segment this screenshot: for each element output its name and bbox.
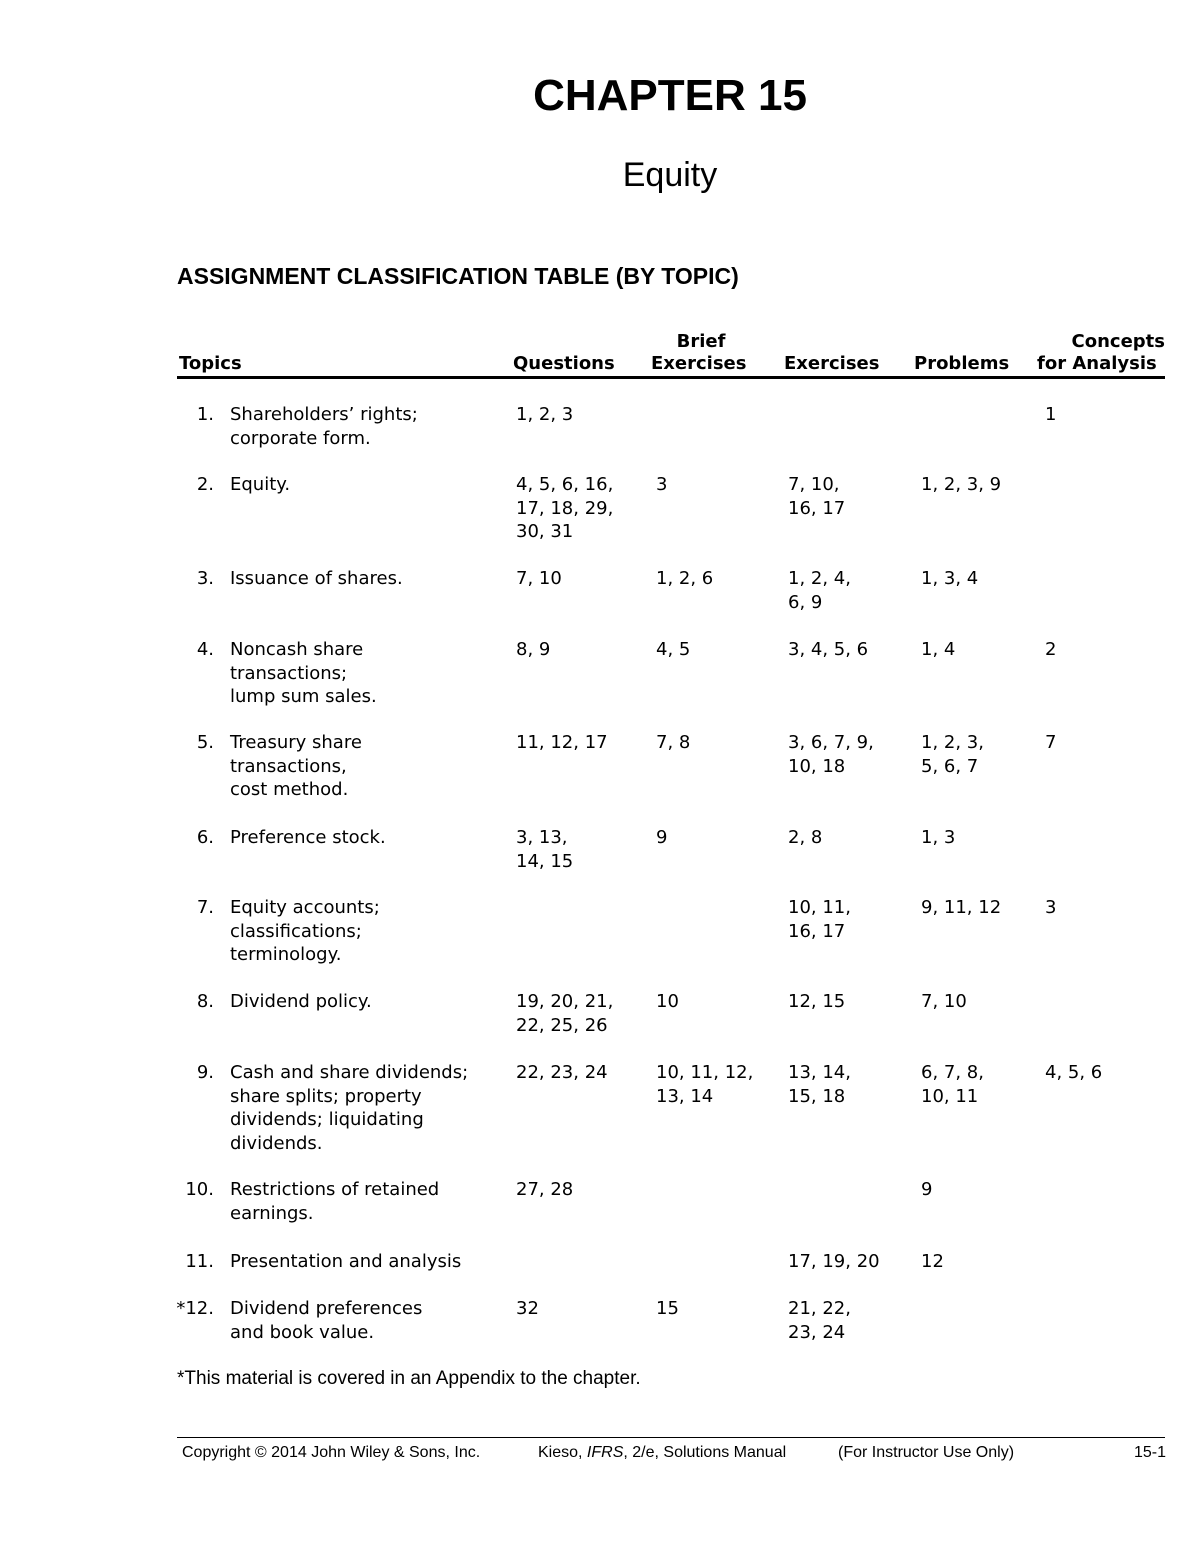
cell-topic: dividends; liquidating (230, 1109, 424, 1130)
col-header-concepts-line1: Concepts (1071, 331, 1165, 352)
row-number: 7. (196, 897, 214, 918)
col-header-brief-line2: Exercises (651, 353, 747, 374)
cell-topic: Preference stock. (230, 827, 386, 848)
row-number: 5. (196, 732, 214, 753)
cell-problems: 6, 7, 8, (921, 1062, 984, 1083)
cell-exercises: 7, 10, (788, 474, 840, 495)
col-header-questions: Questions (513, 353, 615, 374)
row-number: 8. (196, 991, 214, 1012)
cell-topic: terminology. (230, 944, 342, 965)
cell-questions: 1, 2, 3 (516, 404, 574, 425)
cell-questions: 22, 23, 24 (516, 1062, 608, 1083)
cell-concepts: 4, 5, 6 (1045, 1062, 1103, 1083)
cell-brief: 13, 14 (656, 1085, 714, 1107)
footer-rule (177, 1437, 1165, 1438)
cell-concepts: 3 (1045, 897, 1057, 918)
header-rule (177, 376, 1165, 379)
cell-topic: lump sum sales. (230, 686, 377, 707)
cell-problems: 1, 3 (921, 827, 956, 848)
cell-exercises: 16, 17 (788, 920, 846, 942)
cell-exercises: 12, 15 (788, 991, 846, 1012)
cell-exercises: 6, 9 (788, 591, 823, 613)
cell-concepts: 7 (1045, 732, 1057, 753)
cell-brief: 10, 11, 12, (656, 1062, 754, 1083)
cell-topic: Dividend preferences (230, 1298, 423, 1319)
cell-brief: 10 (656, 991, 679, 1012)
cell-exercises: 16, 17 (788, 497, 846, 519)
footer-book-rest: , 2/e, Solutions Manual (623, 1444, 787, 1461)
cell-problems: 1, 2, 3, (921, 732, 984, 753)
cell-questions: 17, 18, 29, (516, 497, 614, 519)
cell-topic: Treasury share (230, 732, 362, 753)
cell-questions: 14, 15 (516, 850, 574, 872)
cell-topic: and book value. (230, 1321, 375, 1343)
cell-topic: Dividend policy. (230, 991, 372, 1012)
cell-exercises: 2, 8 (788, 827, 823, 848)
cell-topic: Equity. (230, 474, 291, 495)
col-header-brief-line1: Brief (676, 331, 726, 352)
chapter-subtitle: Equity (622, 156, 718, 194)
cell-topic: dividends. (230, 1132, 323, 1154)
cell-questions: 8, 9 (516, 639, 551, 660)
cell-brief: 3 (656, 474, 668, 495)
cell-questions: 32 (516, 1298, 539, 1319)
row-number: 6. (196, 827, 214, 848)
cell-topic: Equity accounts; (230, 897, 380, 918)
row-number: 2. (196, 474, 214, 495)
cell-topic: classifications; (230, 920, 362, 942)
row-number: *12. (176, 1298, 214, 1319)
cell-brief: 15 (656, 1298, 679, 1319)
footer-book (538, 1443, 786, 1463)
cell-exercises: 3, 4, 5, 6 (788, 639, 869, 660)
row-number: 1. (196, 404, 214, 425)
cell-exercises: 17, 19, 20 (788, 1251, 880, 1272)
cell-exercises: 13, 14, (788, 1062, 851, 1083)
cell-questions: 4, 5, 6, 16, (516, 474, 614, 495)
cell-exercises: 15, 18 (788, 1085, 846, 1107)
col-header-exercises: Exercises (784, 353, 880, 374)
cell-concepts: 1 (1045, 404, 1057, 425)
row-number: 4. (196, 639, 214, 660)
cell-questions: 11, 12, 17 (516, 732, 608, 753)
cell-topic: Issuance of shares. (230, 568, 403, 589)
cell-questions: 27, 28 (516, 1179, 574, 1200)
cell-concepts: 2 (1045, 639, 1057, 660)
cell-exercises: 21, 22, (788, 1298, 851, 1319)
cell-problems: 5, 6, 7 (921, 755, 979, 777)
footer-page-number: 15-1 (1133, 1444, 1166, 1461)
cell-questions: 19, 20, 21, (516, 991, 614, 1012)
cell-problems: 12 (921, 1251, 944, 1272)
cell-brief: 1, 2, 6 (656, 568, 714, 589)
cell-problems: 1, 4 (921, 639, 956, 660)
footer-book-author: Kieso, (538, 1444, 587, 1461)
cell-topic: cost method. (230, 779, 349, 800)
cell-problems: 10, 11 (921, 1085, 979, 1107)
cell-exercises: 23, 24 (788, 1321, 846, 1343)
cell-questions: 3, 13, (516, 827, 568, 848)
col-header-topics: Topics (179, 353, 242, 374)
row-number: 11. (185, 1251, 214, 1272)
chapter-title: CHAPTER 15 (533, 71, 807, 120)
footnote: *This material is covered in an Appendix to the chapter. (177, 1368, 641, 1389)
footer-copyright: Copyright © 2014 John Wiley & Sons, Inc. (182, 1444, 481, 1461)
footer-book-title: IFRS (586, 1444, 624, 1461)
cell-problems: 1, 2, 3, 9 (921, 474, 1002, 495)
cell-exercises: 10, 11, (788, 897, 851, 918)
cell-topic: Restrictions of retained (230, 1179, 440, 1200)
cell-exercises: 10, 18 (788, 755, 846, 777)
cell-topic: transactions, (230, 755, 347, 777)
cell-topic: Noncash share (230, 639, 364, 660)
cell-brief: 4, 5 (656, 639, 691, 660)
cell-exercises: 3, 6, 7, 9, (788, 732, 874, 753)
cell-problems: 1, 3, 4 (921, 568, 979, 589)
cell-topic: Shareholders’ rights; (230, 404, 418, 425)
cell-questions: 7, 10 (516, 568, 562, 589)
cell-questions: 30, 31 (516, 521, 574, 542)
cell-topic: transactions; (230, 662, 348, 684)
cell-problems: 9 (921, 1179, 933, 1200)
cell-questions: 22, 25, 26 (516, 1014, 608, 1036)
row-number: 10. (185, 1179, 214, 1200)
col-header-problems: Problems (914, 353, 1010, 374)
cell-brief: 7, 8 (656, 732, 691, 753)
cell-topic: corporate form. (230, 427, 371, 449)
section-title: ASSIGNMENT CLASSIFICATION TABLE (BY TOPIC) (177, 263, 739, 289)
col-header-concepts-line2: for Analysis (1037, 353, 1157, 374)
cell-topic: Cash and share dividends; (230, 1062, 469, 1083)
cell-problems: 9, 11, 12 (921, 897, 1002, 918)
cell-topic: share splits; property (230, 1085, 422, 1107)
row-number: 3. (196, 568, 214, 589)
cell-exercises: 1, 2, 4, (788, 568, 851, 589)
row-number: 9. (196, 1062, 214, 1083)
cell-topic: Presentation and analysis (230, 1251, 462, 1272)
cell-brief: 9 (656, 827, 668, 848)
footer-notice: (For Instructor Use Only) (838, 1444, 1015, 1461)
cell-topic: earnings. (230, 1202, 314, 1224)
cell-problems: 7, 10 (921, 991, 967, 1012)
